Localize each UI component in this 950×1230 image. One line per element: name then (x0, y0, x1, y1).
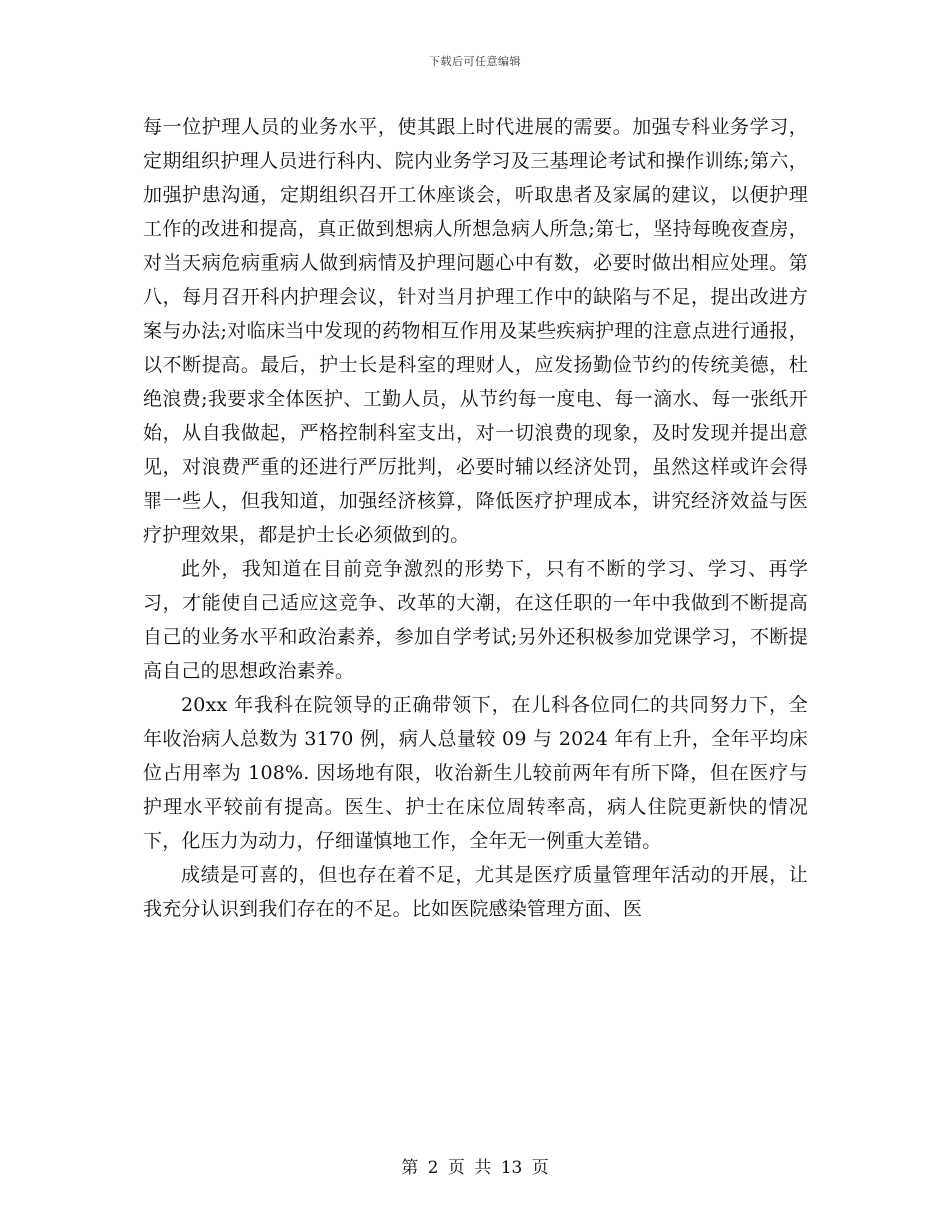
paragraph: 20xx 年我科在院领导的正确带领下，在儿科各位同仁的共同努力下，全年收治病人总数为 3170 例，病人总量较 09 与 2024 年有上升，全年平均床位占用率为 108%. 因场地有限，收治新生儿较前两年有所下降，但在医疗与护理水平较前有提高。医生、护士在床位周转率高，病人住院更新快的情况下，化压力为动力，仔细谨慎地工作，全年无一例重大差错。 (143, 694, 808, 852)
page-number-footer: 第 2 页 共 13 页 (401, 1158, 549, 1178)
document-body (143, 110, 808, 926)
page-header: 下载后可任意编辑 (429, 55, 521, 68)
paragraph: 成绩是可喜的，但也存在着不足，尤其是医疗质量管理年活动的开展，让我充分认识到我们存在的不足。比如医院感染管理方面、医 (143, 864, 808, 920)
paragraph: 此外，我知道在目前竞争激烈的形势下，只有不断的学习、学习、再学习，才能使自己适应这竞争、改革的大潮，在这任职的一年中我做到不断提高自己的业务水平和政治素养，参加自学考试;另外还积极参加党课学习，不断提高自己的思想政治素养。 (143, 558, 808, 682)
paragraph-continued: 每一位护理人员的业务水平，使其跟上时代进展的需要。加强专科业务学习，定期组织护理人员进行科内、院内业务学习及三基理论考试和操作训练;第六，加强护患沟通，定期组织召开工休座谈会，听取患者及家属的建议，以便护理工作的改进和提高，真正做到想病人所想急病人所急;第七，坚持每晚夜查房，对当天病危病重病人做到病情及护理问题心中有数，必要时做出相应处理。第八，每月召开科内护理会议，针对当月护理工作中的缺陷与不足，提出改进方案与办法;对临床当中发现的药物相互作用及某些疾病护理的注意点进行通报，以不断提高。最后，护士长是科室的理财人，应发扬勤俭节约的传统美德，杜绝浪费;我要求全体医护、工勤人员，从节约每一度电、每一滴水、每一张纸开始，从自我做起，严格控制科室支出，对一切浪费的现象，及时发现并提出意见，对浪费严重的还进行严厉批判，必要时辅以经济处罚，虽然这样或许会得罪一些人，但我知道，加强经济核算，降低医疗护理成本，讲究经济效益与医疗护理效果，都是护士长必须做到的。 (143, 116, 808, 546)
